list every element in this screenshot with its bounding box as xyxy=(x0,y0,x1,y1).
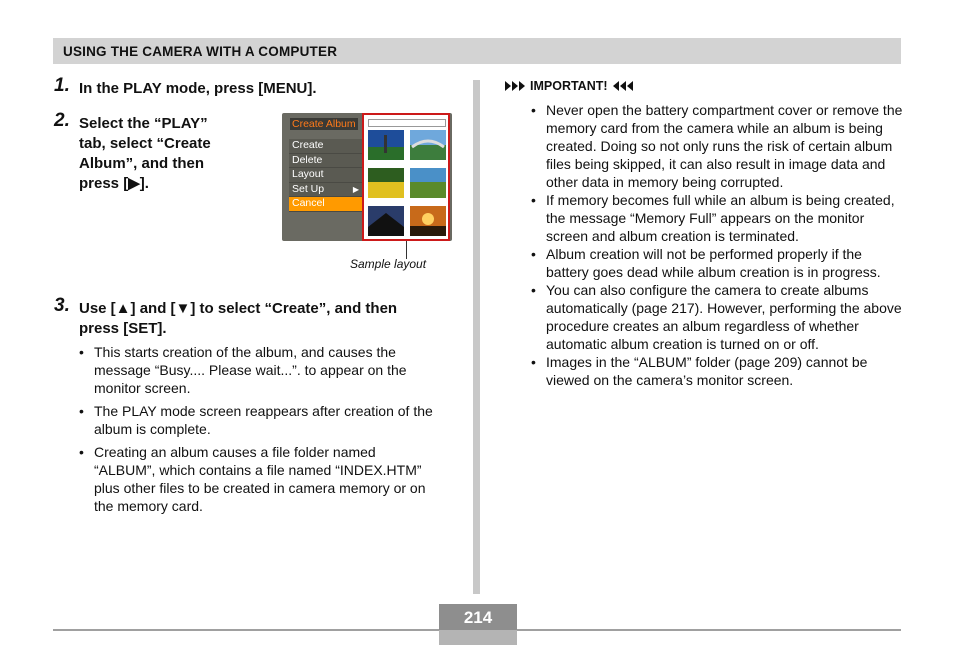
menu-item-setup xyxy=(289,183,362,198)
album-header-bar xyxy=(368,119,446,127)
page-number: 214 xyxy=(439,604,517,630)
important-heading xyxy=(504,79,634,93)
step-text-line: press [▶]. xyxy=(79,175,149,192)
page-number-box xyxy=(439,604,517,645)
figure-caption: Sample layout xyxy=(350,257,427,271)
list-item: • This starts creation of the album, and causes the message “Busy.... Please wait...”. to appear on the monitor screen. xyxy=(79,343,441,397)
important-label: IMPORTANT! xyxy=(530,79,608,93)
menu-item-setup-label: Set Up xyxy=(292,182,325,195)
step-text-line: Select the “PLAY” xyxy=(79,115,208,132)
section-title: USING THE CAMERA WITH A COMPUTER xyxy=(63,44,338,59)
list-item: • Never open the battery compartment cover or remove the memory card from the camera while an album is being created. Doing so not only runs the risk of certain album files being skipped, it can also result in image data and other data in memory being corrupted. xyxy=(531,101,903,191)
step-text-line: tab, select “Create xyxy=(79,135,211,152)
important-right-arrows-icon xyxy=(612,80,634,92)
list-item: • Creating an album causes a file folder named “ALBUM”, which contains a file named “INDEX.HTM” plus other files to be created in camera memory or on the memory card. xyxy=(79,443,441,515)
album-thumbnails xyxy=(364,127,448,241)
step-text: In the PLAY mode, press [MENU]. xyxy=(79,80,317,97)
camera-screen-illustration xyxy=(282,113,452,243)
step-number: 2. xyxy=(54,110,70,131)
list-item: • If memory becomes full while an album is being created, the message “Memory Full” appears on the monitor screen and album creation is terminated. xyxy=(531,191,903,245)
column-divider xyxy=(473,80,480,594)
menu-title: Create Album xyxy=(292,118,356,130)
album-layout-panel xyxy=(362,113,450,241)
list-item: • The PLAY mode screen reappears after creation of the album is complete. xyxy=(79,402,441,438)
menu-item-create: Create xyxy=(289,139,362,154)
menu-item-delete: Delete xyxy=(289,154,362,169)
right-arrow-icon: ▶ xyxy=(352,184,359,194)
menu-item-cancel: Cancel xyxy=(289,197,362,212)
important-notes xyxy=(531,101,903,389)
camera-menu xyxy=(289,139,362,212)
step-text-line: Album”, and then xyxy=(79,155,204,172)
step-text-line: press [SET]. xyxy=(79,320,167,337)
list-item: • Images in the “ALBUM” folder (page 209) cannot be viewed on the camera’s monitor screen. xyxy=(531,353,903,389)
list-item: • Album creation will not be performed properly if the battery goes dead while album creation is in progress. xyxy=(531,245,903,281)
step-number: 3. xyxy=(54,295,70,316)
step-text-line: Use [▲] and [▼] to select “Create”, and then xyxy=(79,300,398,317)
section-header xyxy=(53,38,901,64)
list-item: • You can also configure the camera to create albums automatically (page 217). However, performing the above procedure creates an album regardless of whether automatic album creation is turned on or off. xyxy=(531,281,903,353)
step-3-notes xyxy=(79,343,441,520)
step-number: 1. xyxy=(54,75,70,96)
important-left-arrows-icon xyxy=(504,80,526,92)
menu-item-layout: Layout xyxy=(289,168,362,183)
